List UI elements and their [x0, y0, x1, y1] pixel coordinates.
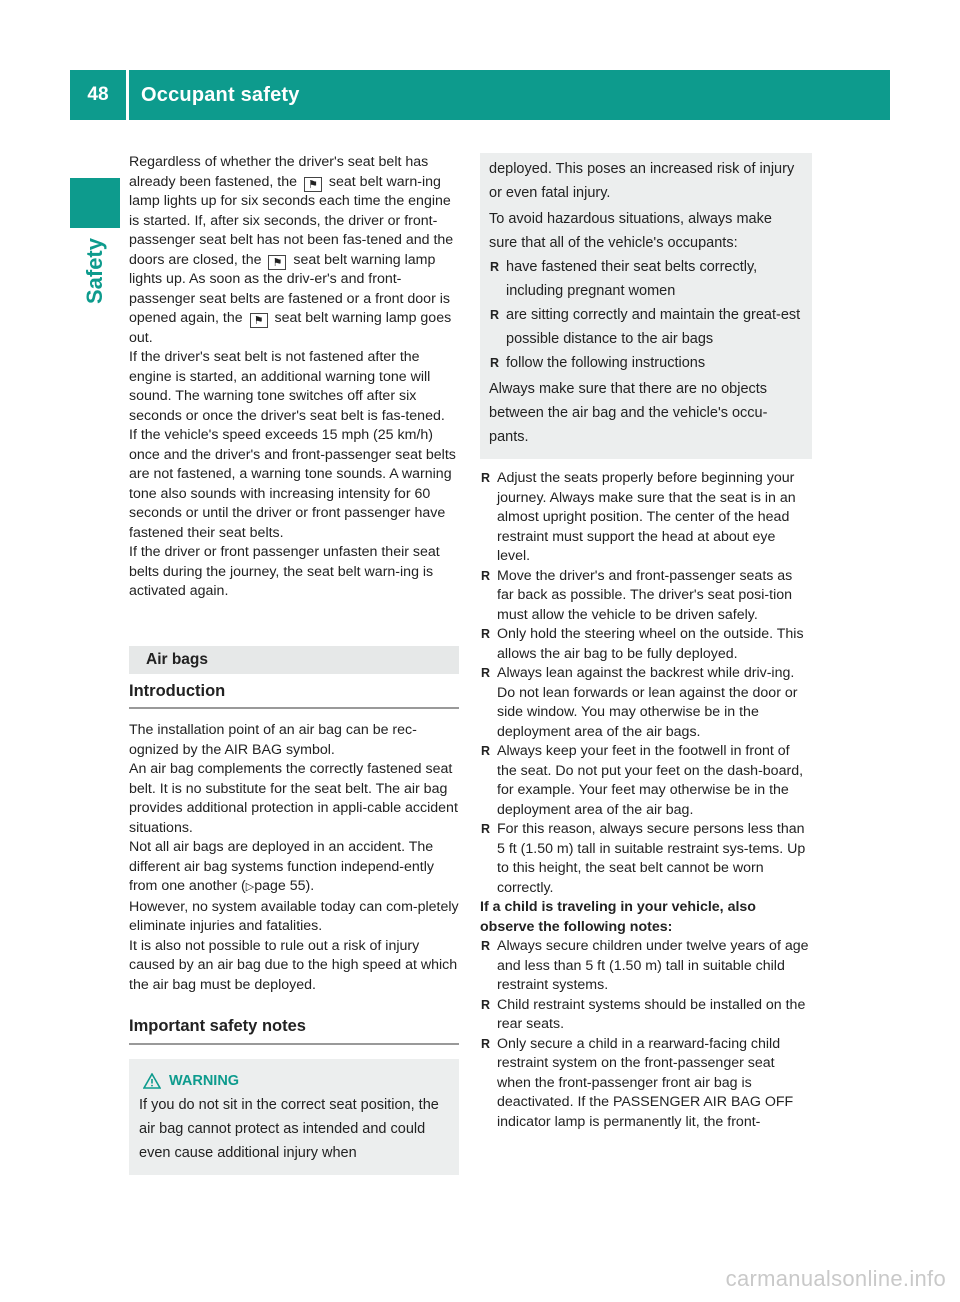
list-item: R Move the driver's and front-passenger seats as far back as possible. The driver's seat posi-tion must allow the vehicle to be driven safely. — [481, 567, 793, 623]
list-item: R Always lean against the backrest while driv-ing. Do not lean forwards or lean against the door or side window. You may otherwise be in the deployment area of the air bags. — [481, 665, 798, 740]
seat-belt-warning-icon: ⚑ — [268, 255, 286, 270]
warning-box-continued — [480, 153, 812, 459]
occupant-requirements-list — [489, 255, 802, 375]
page-number: 48 — [87, 84, 109, 105]
list-item: R Only hold the steering wheel on the outside. This allows the air bag to be fully deployed. — [481, 626, 804, 662]
right-column — [480, 153, 812, 1132]
warning-triangle-icon — [143, 1073, 161, 1089]
bullet-icon: R — [481, 744, 491, 758]
safety-instructions-list — [480, 469, 812, 898]
list-item: R Always keep your feet in the footwell in front of the seat. Do not put your feet on the dash-board, for example. Your feet may otherwise be in the deployment area of the air bag. — [481, 743, 804, 818]
child-safety-list — [480, 937, 812, 1132]
seat-belt-warning-icon: ⚑ — [304, 177, 322, 192]
section-tab-label: Safety — [82, 238, 107, 305]
section-tab-marker — [70, 178, 120, 228]
bullet-icon: R — [490, 308, 500, 322]
speed-warning-paragraph: If the vehicle's speed exceeds 15 mph (25 km/h) once and the driver's and front-passenger seat belts are not fastened, a warning tone sounds. A warning tone also sounds with increasing intensity for 60 seconds or until the driver or front passenger have fastened their seat belts. — [129, 427, 456, 541]
section-heading-air-bags: Air bags — [129, 646, 459, 674]
header-divider — [126, 70, 129, 120]
intro-paragraph: The installation point of an air bag can be rec-ognized by the AIR BAG symbol. — [129, 722, 417, 758]
bullet-icon: R — [481, 1036, 491, 1051]
list-item: R Adjust the seats properly before beginning your journey. Always make sure that the seat is in an almost upright position. The center of the head restraint must support the head at about eye level. — [481, 470, 796, 564]
warning-text: If you do not sit in the correct seat position, the air bag cannot protect as intended and could even cause additional injury when — [139, 1096, 439, 1161]
child-notes-heading: If a child is traveling in your vehicle, also observe the following notes: — [480, 899, 756, 935]
warning-text: Always make sure that there are no objects between the air bag and the vehicle's occu-pants. — [489, 381, 768, 445]
list-item: R For this reason, always secure persons less than 5 ft (1.50 m) tall in suitable restraint sys-tems. Up to this height, the seat belt cannot be worn correctly. — [481, 821, 806, 896]
warning-text: deployed. This poses an increased risk of injury or even fatal injury. — [489, 161, 795, 201]
list-item: R Child restraint systems should be installed on the rear seats. — [481, 996, 806, 1032]
left-column — [129, 153, 459, 1175]
seat-belt-warning-icon: ⚑ — [250, 313, 268, 328]
heading-important-safety-notes: Important safety notes — [129, 1017, 459, 1045]
warning-box — [129, 1059, 459, 1175]
page-ref-arrow-icon: ▷ — [245, 881, 255, 893]
page-title: Occupant safety — [141, 83, 300, 106]
page-reference-link[interactable]: page 55 — [254, 878, 306, 894]
intro-paragraph: However, no system available today can com-pletely eliminate injuries and fatalities. — [129, 898, 459, 934]
intro-paragraph: It is also not possible to rule out a risk of injury caused by an air bag due to the high speed at which the air bag must be deployed. — [129, 937, 458, 993]
bullet-icon: R — [490, 260, 500, 274]
list-item: R are sitting correctly and maintain the great-est possible distance to the air bags — [489, 303, 802, 351]
seat-belt-paragraph: Regardless of whether the driver's seat belt has already been fastened, the ⚑ seat belt warn-ing lamp lights up for six seconds each time the engine is started. If, after six seconds, the driver or front-passenger seat belt has not been fas-tened and the doors are closed, the ⚑ seat belt warning lamp lights up. As soon as the driv-er's and front-passenger seat belts are fastened or a front door is opened again, the ⚑ seat belt warning lamp goes out. — [129, 154, 454, 346]
intro-paragraph: An air bag complements the correctly fastened seat belt. It is no substitute for the seat belt. The air bag provides additional protection in appli-cable accident situations. — [129, 761, 458, 836]
bullet-icon: R — [481, 666, 491, 680]
bullet-icon: R — [490, 356, 500, 370]
list-item: R follow the following instructions — [489, 351, 802, 375]
warning-text: To avoid hazardous situations, always make sure that all of the vehicle's occupants: — [489, 211, 772, 251]
heading-introduction: Introduction — [129, 682, 459, 710]
warning-tone-paragraph: If the driver's seat belt is not fastened after the engine is started, an additional warning tone will sound. The warning tone switches off after six seconds or once the driver's seat belt is fas-tened. — [129, 349, 445, 424]
list-item: R Always secure children under twelve years of age and less than 5 ft (1.50 m) tall in suitable child restraint systems. — [481, 938, 809, 993]
bullet-icon: R — [481, 997, 491, 1012]
unfasten-paragraph: If the driver or front passenger unfasten their seat belts during the journey, the seat belt warn-ing is activated again. — [129, 544, 440, 599]
watermark: carmanualsonline.info — [725, 1266, 946, 1291]
warning-title: WARNING — [143, 1069, 445, 1093]
bullet-icon: R — [481, 568, 491, 583]
list-item: R Only secure a child in a rearward-facing child restraint system on the front-passenger seat when the front-passenger front air bag is deactivated. If the PASSENGER AIR BAG OFF indicator lamp is permanently lit, the front- — [481, 1035, 794, 1130]
bullet-icon: R — [481, 822, 491, 836]
intro-paragraph: Not all air bags are deployed in an accident. The different air bag systems function independ-ently from one another (▷page 55). — [129, 839, 434, 894]
bullet-icon: R — [481, 939, 491, 953]
bullet-icon: R — [481, 471, 491, 485]
bullet-icon: R — [481, 627, 491, 641]
list-item: R have fastened their seat belts correctly, including pregnant women — [489, 255, 802, 303]
